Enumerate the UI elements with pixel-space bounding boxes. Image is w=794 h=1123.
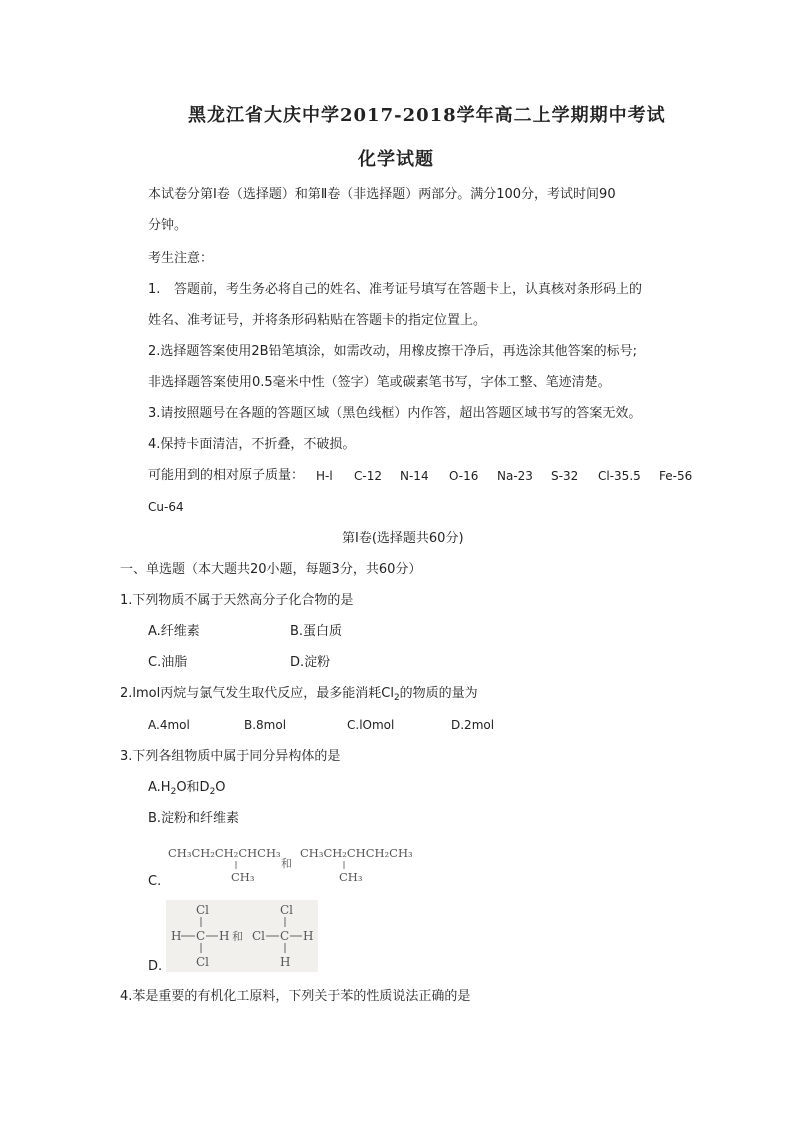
c-left-main: CH₃CH₂CH₂CHCH₃ xyxy=(168,846,281,860)
question-3-option-b: B.淀粉和纤维素 xyxy=(148,811,240,826)
atomic-mass-n: N-14 xyxy=(400,469,429,483)
q3a-sub1: 2 xyxy=(170,787,177,797)
question-2-option-d: D.2mol xyxy=(451,718,495,732)
question-3-stem: 3.下列各组物质中属于同分异构体的是 xyxy=(120,749,341,764)
d-left-right: H xyxy=(219,929,230,943)
question-2-option-c: C.lOmol xyxy=(347,718,395,732)
notice-1-line-a: 答题前，考生务必将自己的姓名、准考证号填写在答题卡上，认真核对条形码上的 xyxy=(174,282,643,297)
atomic-mass-na: Na-23 xyxy=(497,469,533,483)
notice-4: 4.保持卡面清洁，不折叠，不破损。 xyxy=(148,437,356,452)
question-3-option-d: D. xyxy=(148,959,163,974)
question-4-stem: 4.苯是重要的有机化工原料，下列关于苯的性质说法正确的是 xyxy=(120,989,471,1004)
c-right-branch: CH₃ xyxy=(339,870,363,884)
exam-title: 黑龙江省大庆中学2017-2018学年高二上学期期中考试 xyxy=(188,105,666,126)
question-1-option-a: A.纤维素 xyxy=(148,624,200,639)
question-1-option-b: B.蛋白质 xyxy=(290,624,343,639)
c-left-branch: CH₃ xyxy=(231,870,255,884)
d-and: 和 xyxy=(232,930,243,943)
question-2-stem-pre: 2.lmol丙烷与氯气发生取代反应，最多能消耗Cl xyxy=(120,686,394,701)
notice-1-line-b: 姓名、准考证号，并将条形码粘贴在答题卡的指定位置上。 xyxy=(148,313,487,328)
exam-subtitle: 化学试题 xyxy=(358,149,434,170)
question-3-option-a xyxy=(148,779,226,797)
d-left-left: H xyxy=(171,929,182,943)
d-left-top: Cl xyxy=(196,903,210,917)
question-3-option-c-formula xyxy=(168,843,418,885)
d-right-right: H xyxy=(303,929,314,943)
d-left-bottom: Cl xyxy=(196,955,210,969)
notice-2-line-a: 2.选择题答案使用2B铅笔填涂，如需改动，用橡皮擦干净后，再选涂其他答案的标号; xyxy=(148,344,637,359)
notice-3: 3.请按照题号在各题的答题区域（黑色线框）内作答，超出答题区域书写的答案无效。 xyxy=(148,406,642,421)
c-right-main: CH₃CH₂CHCH₂CH₃ xyxy=(300,846,413,860)
question-1-option-c: C.油脂 xyxy=(148,655,188,670)
q3a-pre: A.H xyxy=(148,780,171,795)
atomic-mass-fe: Fe-56 xyxy=(659,469,693,483)
q3a-mid: O和D xyxy=(176,780,210,795)
notice-1-number: 1. xyxy=(148,282,161,297)
intro-line-2: 分钟。 xyxy=(148,218,188,233)
question-2-stem-post: 的物质的量为 xyxy=(399,686,478,701)
atomic-mass-cu: Cu-64 xyxy=(148,500,184,514)
intro-line-1: 本试卷分第Ⅰ卷（选择题）和第Ⅱ卷（非选择题）两部分。满分100分，考试时间90 xyxy=(148,187,616,202)
question-2-option-a: A.4mol xyxy=(148,718,190,732)
question-2-stem-sub: 2 xyxy=(393,693,400,703)
c-and: 和 xyxy=(281,857,292,870)
d-right-center: C xyxy=(280,929,290,943)
question-2-option-b: B.8mol xyxy=(244,718,287,732)
atomic-mass-o: O-16 xyxy=(449,469,479,483)
part-heading: 一、单选题（本大题共20小题，每题3分，共60分） xyxy=(120,562,422,577)
question-3-option-d-formula xyxy=(166,900,318,972)
question-2-stem xyxy=(120,685,478,703)
q3a-post: O xyxy=(215,780,226,795)
q3a-sub2: 2 xyxy=(209,787,216,797)
d-right-left: Cl xyxy=(252,929,266,943)
question-1-stem: 1.下列物质不属于天然高分子化合物的是 xyxy=(120,593,354,608)
d-right-bottom: H xyxy=(280,955,291,969)
atomic-mass-s: S-32 xyxy=(551,469,579,483)
atomic-mass-c: C-12 xyxy=(354,469,382,483)
notice-heading: 考生注意： xyxy=(148,251,214,266)
question-3-option-c: C. xyxy=(148,874,162,889)
d-left-center: C xyxy=(196,929,206,943)
atomic-mass-label: 可能用到的相对原子质量： xyxy=(148,468,305,483)
notice-2-line-b: 非选择题答案使用0.5毫米中性（签字）笔或碳素笔书写，字体工整、笔迹清楚。 xyxy=(148,375,611,390)
atomic-mass-h: H-l xyxy=(316,469,333,483)
atomic-mass-cl: Cl-35.5 xyxy=(598,469,641,483)
section-heading: 第Ⅰ卷(选择题共60分) xyxy=(342,531,464,546)
d-right-top: Cl xyxy=(280,903,294,917)
question-1-option-d: D.淀粉 xyxy=(290,655,331,670)
